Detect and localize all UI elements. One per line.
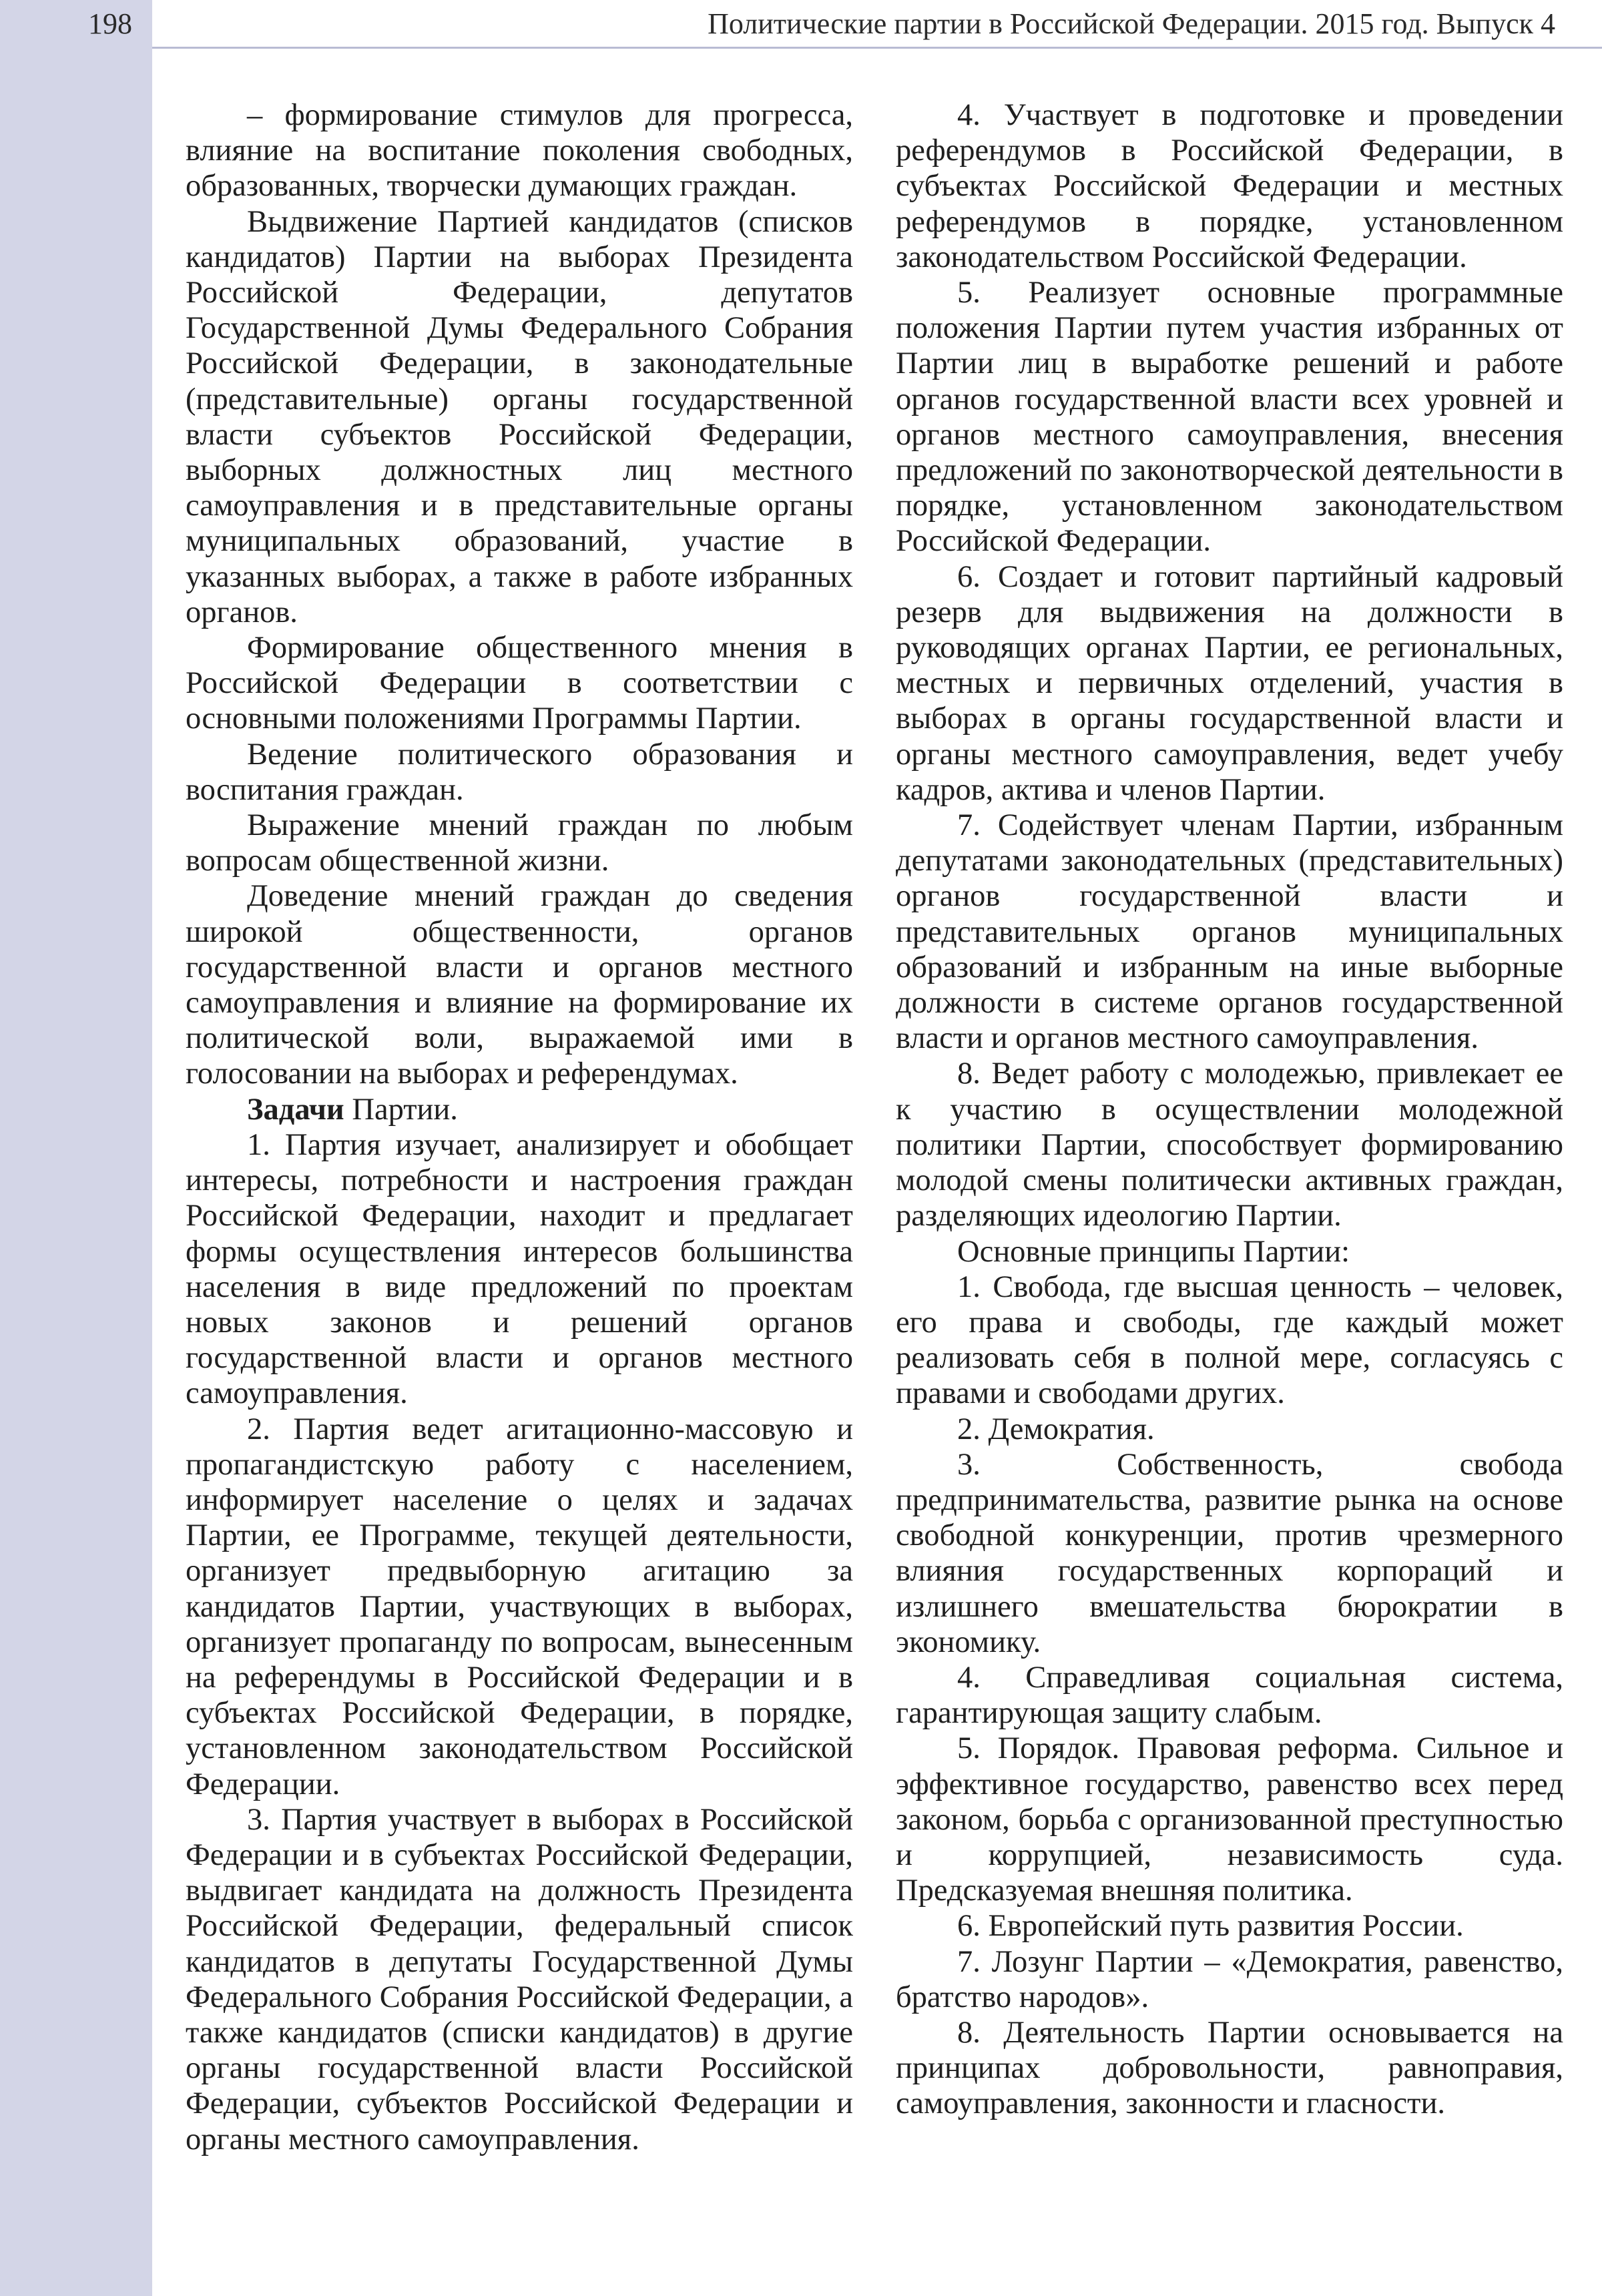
paragraph: 1. Партия изучает, анализирует и обобщает интересы, потребности и настроения граждан Российской Федерации, находит и предлагает формы осуществления интересов большинства населения в виде предложений по проектам новых законов и решений органов государственной власти и органов местного самоуправления. (186, 1127, 853, 1411)
paragraph: 2. Партия ведет агитационно-массовую и пропагандистскую работу с населением, информирует население о целях и задачах Партии, ее Программе, текущей деятельности, организует предвыборную агитацию за кандидатов Партии, участвующих в выборах, организует пропаганду по вопросам, вынесенным на референдумы в Российской Федерации и в субъектах Российской Федерации, в порядке, установленном законодательством Российской Федерации. (186, 1412, 853, 1801)
page-number: 198 (88, 7, 132, 40)
side-color-strip (0, 0, 152, 2296)
paragraph: 2. Демократия. (957, 1412, 1155, 1446)
right-text-column (896, 97, 1563, 2122)
paragraph: 5. Реализует основные программные положения Партии путем участия избранных от Партии лиц в выработке решений и работе органов государственной власти всех уровней и органов местного самоуправления, внесения предложений по законотворческой деятельности в порядке, установленном законодательством Российской Федерации. (896, 276, 1563, 559)
paragraph: 4. Справедливая социальная система, гарантирующая защиту слабым. (896, 1660, 1563, 1731)
paragraph: 1. Свобода, где высшая ценность – человек, его права и свободы, где каждый может реализовать себя в полной мере, согласуясь с правами и свободами других. (896, 1269, 1563, 1411)
paragraph: 3. Партия участвует в выборах в Российской Федерации и в субъектах Российской Федерации, выдвигает кандидата на должность Президента Российской Федерации, федеральный список кандидатов в депутаты Государственной Думы Федерального Собрания Российской Федерации, а также кандидатов (списки кандидатов) в другие органы государственной власти Российской Федерации, субъектов Российской Федерации и органы местного самоуправления. (186, 1802, 853, 2157)
tasks-heading (186, 1092, 853, 1127)
tasks-heading-rest: Партии. (344, 1092, 458, 1127)
paragraph: Формирование общественного мнения в Российской Федерации в соответствии с основными положениями Программы Партии. (186, 631, 853, 736)
paragraph: 6. Европейский путь развития России. (957, 1909, 1464, 1944)
paragraph: 5. Порядок. Правовая реформа. Сильное и эффективное государство, равенство всех перед законом, борьба с организованной преступностью и коррупцией, независимость суда. Предсказуемая внешняя политика. (896, 1731, 1563, 1908)
tasks-heading-bold: Задачи (247, 1092, 344, 1127)
left-text-column (186, 97, 853, 2157)
paragraph: 7. Содействует членам Партии, избранным депутатами законодательных (представительных) органов государственной власти и представительных органов муниципальных образований и избранным на иные выборные должности в системе органов государственной власти и органов местного самоуправления. (896, 808, 1563, 1056)
paragraph: 8. Деятельность Партии основывается на принципах добровольности, равноправия, самоуправления, законности и гласности. (896, 2015, 1563, 2121)
paragraph: 4. Участвует в подготовке и проведении референдумов в Российской Федерации, в субъектах Российской Федерации и местных референдумов в порядке, установленном законодательством Российской Федерации. (896, 98, 1563, 274)
paragraph: Ведение политического образования и воспитания граждан. (186, 737, 853, 807)
paragraph: 8. Ведет работу с молодежью, привлекает ее к участию в осуществлении молодежной политики Партии, способствует формированию молодой смены политически активных граждан, разделяющих идеологию Партии. (896, 1057, 1563, 1233)
paragraph: 7. Лозунг Партии – «Демократия, равенство, братство народов». (896, 1944, 1563, 2014)
running-title: Политические партии в Российской Федерации. 2015 год. Выпуск 4 (708, 7, 1555, 40)
paragraph: Выражение мнений граждан по любым вопросам общественной жизни. (186, 808, 853, 878)
paragraph: 6. Создает и готовит партийный кадровый резерв для выдвижения на должности в руководящих органах Партии, ее региональных, местных и первичных отделений, участия в выборах в органы государственной власти и органы местного самоуправления, ведет учебу кадров, актива и членов Партии. (896, 559, 1563, 807)
paragraph: Выдвижение Партией кандидатов (списков кандидатов) Партии на выборах Президента Российской Федерации, депутатов Государственной Думы Федерального Собрания Российской Федерации, в законодательные (представительные) органы государственной власти субъектов Российской Федерации, выборных должностных лиц местного самоуправления и в представительные органы муниципальных образований, участие в указанных выборах, а также в работе избранных органов. (186, 204, 853, 629)
paragraph: – формирование стимулов для прогресса, влияние на воспитание поколения свободных, образованных, творчески думающих граждан. (186, 98, 853, 204)
header-rule (152, 47, 1602, 49)
paragraph: 3. Собственность, свобода предпринимательства, развитие рынка на основе свободной конкуренции, против чрезмерного влияния государственных корпораций и излишнего вмешательства бюрократии в экономику. (896, 1447, 1563, 1659)
principles-heading: Основные принципы Партии: (957, 1234, 1350, 1269)
paragraph: Доведение мнений граждан до сведения широкой общественности, органов государственной власти и органов местного самоуправления и влияние на формирование их политической воли, выражаемой ими в голосовании на выборах и референдумах. (186, 879, 853, 1091)
